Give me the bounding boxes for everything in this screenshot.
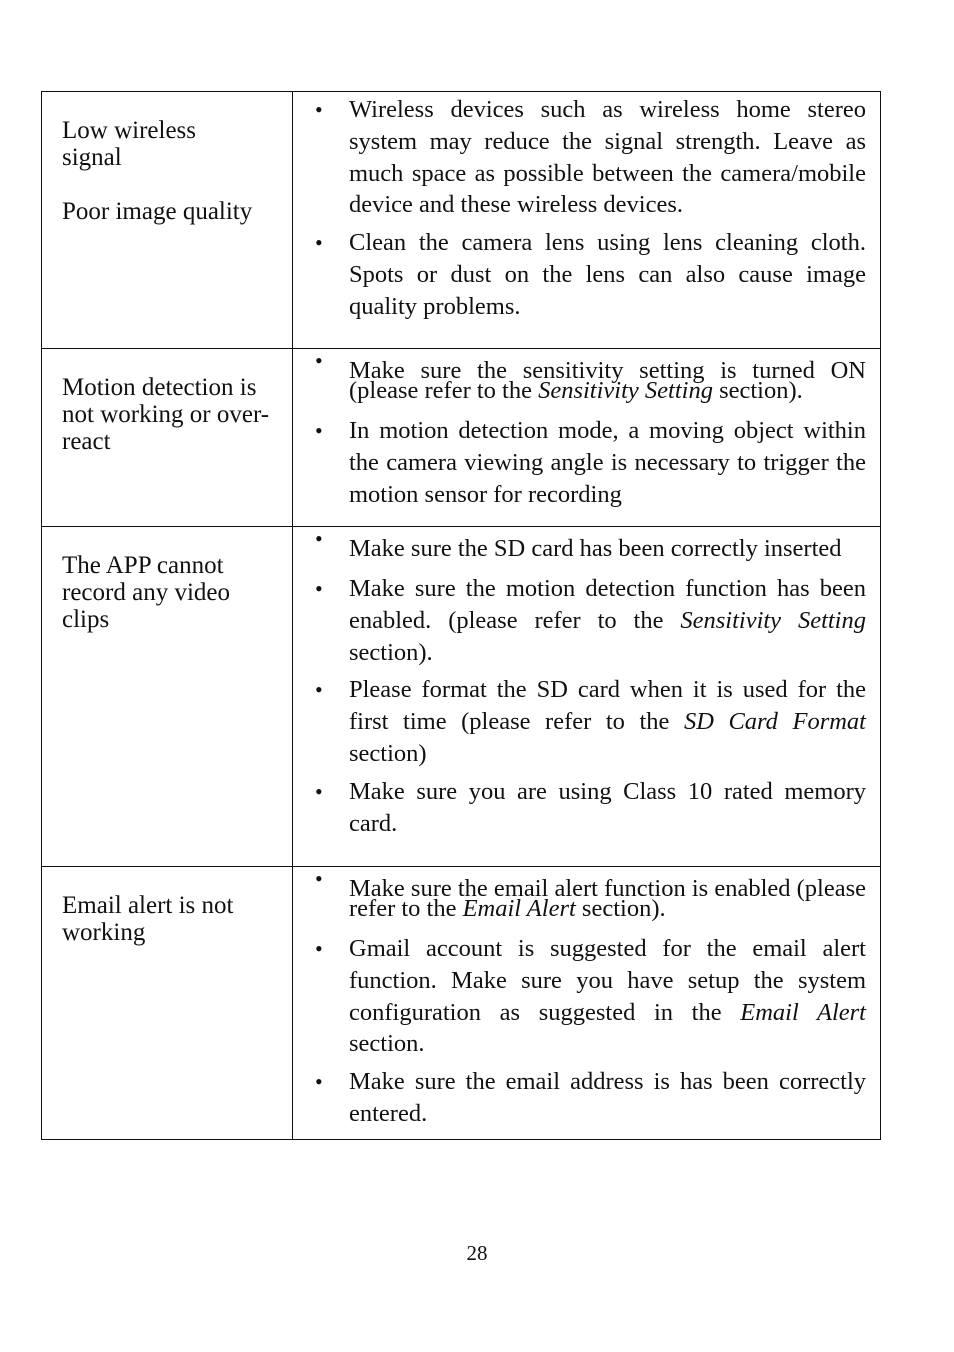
solution-cell	[293, 527, 881, 867]
problem-text: record any video	[62, 579, 230, 606]
table-row	[42, 92, 881, 349]
solution-item	[311, 573, 866, 668]
solution-item	[311, 933, 866, 1060]
solution-cell	[293, 92, 881, 349]
solution-item	[311, 866, 867, 922]
bullet-icon: •	[315, 1069, 323, 1095]
page-number: 28	[466, 1241, 488, 1265]
solution-text: Gmail account is suggested for the email alert function. Make sure you have setup the system configuration as suggested in the	[349, 935, 866, 1026]
problem-cell	[42, 527, 293, 867]
troubleshooting-table	[41, 91, 881, 1140]
section-reference: Sensitivity Setting	[538, 377, 713, 404]
section-reference: SD Card Format	[683, 708, 866, 736]
solution-text: section).	[349, 638, 433, 666]
problem-text: Low wireless	[62, 117, 196, 144]
problem-text: clips	[62, 606, 110, 633]
bullet-icon: •	[315, 348, 323, 373]
problem-text: working	[62, 919, 146, 946]
troubleshooting-table-body	[42, 92, 881, 1140]
section-reference: Email Alert	[462, 895, 576, 922]
solution-text: Make sure the SD card has been correctly inserted	[349, 535, 842, 562]
solution-item	[311, 94, 866, 221]
solution-item	[311, 415, 866, 510]
section-reference: Email Alert	[740, 998, 866, 1026]
solution-item	[311, 348, 866, 404]
solution-item	[311, 776, 866, 840]
bullet-icon: •	[315, 418, 323, 443]
solution-item	[311, 227, 866, 322]
solution-text: Clean the camera lens using lens cleaning cloth. Spots or dust on the lens can also cause image quality problems.	[349, 229, 866, 320]
problem-text: react	[62, 428, 111, 455]
problem-text: not working or over-	[62, 401, 270, 428]
solution-list	[311, 526, 866, 839]
problem-text: Email alert is not	[62, 892, 234, 919]
problem-cell	[42, 867, 293, 1140]
solution-item	[311, 1066, 866, 1130]
solution-text: Make sure the email alert function is enabled (please refer to the	[349, 875, 867, 922]
section-reference: Sensitivity Setting	[680, 606, 866, 634]
solution-text: Wireless devices such as wireless home stereo system may reduce the signal strength. Leave as much space as possible between the camera/mobile device and these wireless devices.	[349, 96, 866, 219]
solution-text: Make sure the email address is has been correctly entered.	[349, 1068, 866, 1127]
problem-text: signal	[62, 144, 122, 171]
solution-item	[311, 674, 866, 769]
solution-text: Make sure you are using Class 10 rated memory card.	[349, 777, 866, 837]
table-row	[42, 867, 881, 1140]
solution-cell	[293, 349, 881, 527]
bullet-icon: •	[315, 677, 323, 703]
solution-text: section).	[712, 377, 803, 404]
solution-text: section).	[575, 895, 666, 922]
solution-list	[311, 348, 866, 510]
solution-list	[311, 94, 866, 323]
bullet-icon: •	[315, 936, 323, 961]
bullet-icon: •	[315, 97, 323, 122]
solution-text: section.	[349, 1030, 425, 1058]
problem-cell	[42, 349, 293, 527]
problem-text: Motion detection is	[62, 374, 257, 401]
problem-cell	[42, 92, 293, 349]
solution-item	[311, 526, 866, 562]
problem-text: Poor image quality	[62, 198, 253, 225]
bullet-icon: •	[315, 576, 323, 601]
bullet-icon: •	[315, 866, 323, 891]
problem-text: The APP cannot	[62, 552, 224, 579]
solution-cell	[293, 867, 881, 1140]
solution-text: Make sure the sensitivity setting is turned ON (please refer to the	[349, 357, 866, 404]
solution-text: section)	[349, 739, 427, 767]
table-row	[42, 349, 881, 527]
bullet-icon: •	[315, 230, 323, 256]
solution-text: Please format the SD card when it is used for the first time (please refer to the	[349, 676, 866, 736]
solution-text: In motion detection mode, a moving object within the camera viewing angle is necessary to trigger the motion sensor for recording	[349, 417, 866, 508]
bullet-icon: •	[315, 778, 323, 804]
solution-text: Make sure the motion detection function has been enabled. (please refer to the	[349, 575, 866, 634]
bullet-icon: •	[315, 526, 323, 551]
problem-text	[62, 171, 288, 198]
solution-list	[311, 866, 867, 1130]
table-row	[42, 527, 881, 867]
